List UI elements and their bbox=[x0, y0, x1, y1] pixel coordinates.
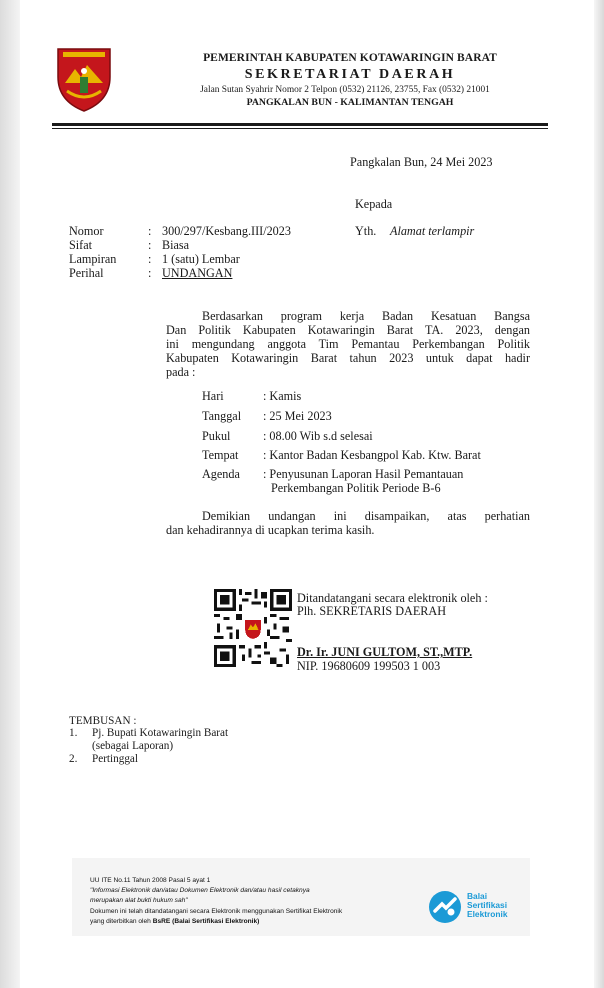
meta-colon: : bbox=[148, 266, 152, 280]
page-shadow-left bbox=[0, 0, 20, 988]
intro-line: Berdasarkan program kerja Badan Kesatuan Bangsa bbox=[202, 309, 530, 323]
bsre-word: Elektronik bbox=[467, 909, 508, 919]
schedule-label: Tanggal bbox=[202, 409, 242, 423]
meta-value: 300/297/Kesbang.III/2023 bbox=[162, 224, 291, 238]
meta-label: Sifat bbox=[69, 238, 93, 252]
meta-value: 1 (satu) Lembar bbox=[162, 252, 240, 266]
regency-emblem-icon bbox=[55, 47, 113, 113]
meta-colon: : bbox=[148, 224, 152, 238]
signature-line: Ditandatangani secara elektronik oleh : bbox=[297, 591, 488, 605]
header-city: PANGKALAN BUN - KALIMANTAN TENGAH bbox=[246, 97, 454, 108]
schedule-value-cont: Perkembangan Politik Periode B-6 bbox=[271, 481, 441, 495]
tembusan-item-note: (sebagai Laporan) bbox=[92, 740, 174, 752]
recipient-address: Alamat terlampir bbox=[390, 224, 475, 238]
meta-label: Lampiran bbox=[69, 252, 117, 266]
schedule-value: : 25 Mei 2023 bbox=[263, 409, 332, 423]
schedule-label: Hari bbox=[202, 389, 224, 403]
schedule-label: Pukul bbox=[202, 429, 231, 443]
meta-label: Perihal bbox=[69, 266, 104, 280]
place-date: Pangkalan Bun, 24 Mei 2023 bbox=[350, 155, 493, 169]
footer-quote: "Informasi Elektronik dan/atau Dokumen Elektronik dan/atau hasil cetaknya bbox=[90, 887, 310, 894]
schedule-label: Agenda bbox=[202, 467, 240, 481]
intro-line: Kabupaten Kotawaringin Barat tahun 2023 untuk dapat hadir bbox=[166, 351, 530, 365]
footer-issuer bbox=[90, 918, 259, 927]
schedule-value: : Kantor Badan Kesbangpol Kab. Ktw. Barat bbox=[263, 448, 481, 462]
intro-line: ini mengundang anggota Tim Pemantau Perkembangan Politik bbox=[166, 337, 530, 351]
schedule-value: : Penyusunan Laporan Hasil Pemantauan bbox=[263, 467, 464, 481]
meta-colon: : bbox=[148, 238, 152, 252]
intro-line: pada : bbox=[166, 365, 196, 379]
tembusan-title: TEMBUSAN : bbox=[69, 715, 137, 727]
footer-law: UU ITE No.11 Tahun 2008 Pasal 5 ayat 1 bbox=[90, 877, 211, 884]
header-address: Jalan Sutan Syahrir Nomor 2 Telpon (0532) 21126, 23755, Fax (0532) 21001 bbox=[200, 85, 490, 95]
recipient-kepada: Kepada bbox=[355, 197, 393, 211]
intro-line: Dan Politik Kabupaten Kotawaringin Barat TA. 2023, dengan bbox=[166, 323, 530, 337]
tembusan-number: 1. bbox=[69, 727, 78, 739]
meta-label: Nomor bbox=[69, 224, 104, 238]
meta-value-subject: UNDANGAN bbox=[162, 266, 233, 280]
bsre-logo-icon bbox=[428, 890, 462, 924]
tembusan-number: 2. bbox=[69, 753, 78, 765]
footer-issuer-bold: BsRE (Balai Sertifikasi Elektronik) bbox=[152, 918, 260, 925]
recipient-yth: Yth. bbox=[355, 224, 377, 238]
schedule-value: : 08.00 Wib s.d selesai bbox=[263, 429, 373, 443]
header-government: PEMERINTAH KABUPATEN KOTAWARINGIN BARAT bbox=[203, 52, 497, 64]
footer-quote-cont: merupakan alat bukti hukum sah" bbox=[90, 897, 188, 904]
footer-notice: Dokumen ini telah ditandatangani secara Elektronik menggunakan Sertifikat Elektronik bbox=[90, 908, 343, 915]
meta-colon: : bbox=[148, 252, 152, 266]
qr-code-icon bbox=[214, 589, 292, 667]
tembusan-item: Pj. Bupati Kotawaringin Barat bbox=[92, 727, 229, 739]
closing-line: Demikian undangan ini disampaikan, atas perhatian bbox=[202, 509, 530, 523]
header-rule-thin bbox=[52, 128, 548, 129]
meta-value: Biasa bbox=[162, 238, 190, 252]
schedule-value: : Kamis bbox=[263, 389, 302, 403]
schedule-label: Tempat bbox=[202, 448, 239, 462]
signature-nip: NIP. 19680609 199503 1 003 bbox=[297, 659, 441, 673]
bsre-wordmark bbox=[467, 892, 508, 919]
header-secretariat: SEKRETARIAT DAERAH bbox=[244, 67, 456, 82]
tembusan-item: Pertinggal bbox=[92, 753, 138, 765]
bsre-word: Balai bbox=[467, 891, 488, 901]
bsre-word: Sertifikasi bbox=[467, 900, 508, 910]
header-rule-thick bbox=[52, 123, 548, 126]
signature-position: Plh. SEKRETARIS DAERAH bbox=[297, 604, 447, 618]
page-shadow-right bbox=[594, 0, 604, 988]
footer-issuer-text: yang diterbitkan oleh bbox=[90, 918, 151, 925]
signature-name: Dr. Ir. JUNI GULTOM, ST.,MTP. bbox=[297, 645, 473, 659]
closing-line: dan kehadirannya di ucapkan terima kasih. bbox=[166, 523, 375, 537]
